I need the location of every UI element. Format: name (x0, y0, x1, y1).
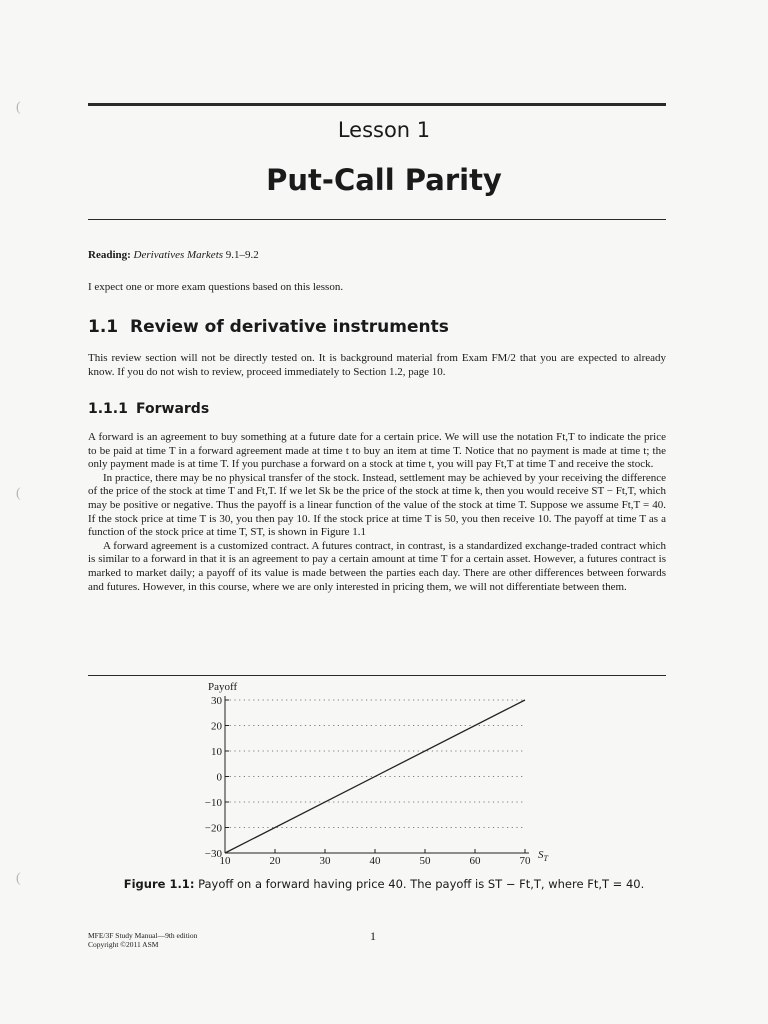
reading-source: Derivatives Markets (133, 249, 224, 261)
margin-mark: ( (16, 871, 21, 886)
page-number: 1 (370, 929, 376, 943)
reading-sections: 9.1–9.2 (225, 249, 259, 261)
figure-rule (88, 675, 666, 676)
y-tick-label: 10 (211, 746, 222, 758)
reading-label: Reading: (88, 249, 131, 261)
lesson-title: Put-Call Parity (266, 163, 502, 197)
footer-edition (88, 931, 197, 949)
paragraph: A forward is an agreement to buy something at a future date for a certain price. We will use the notation Ft,T to indicate the price to be paid at time T in a forward agreement made at time t to buy an item at time T. Notice that no payment is made at time t; the only payment made is at time T. If you purchase a forward on a stock at time t, you will pay Ft,T at time T and receive the stock. (88, 431, 666, 471)
x-tick-label: 40 (369, 855, 381, 867)
margin-mark: ( (16, 100, 21, 115)
section-heading-1-1-1 (88, 401, 209, 417)
payoff-chart (190, 680, 580, 870)
review-paragraph: This review section will not be directly tested on. It is background material from Exam FM/2 that you are expected to already know. If you do not wish to review, proceed immediately to Section 1.2, page 10. (88, 352, 666, 378)
y-tick-label: −20 (204, 822, 222, 835)
y-tick-label: 0 (216, 771, 222, 784)
lesson-label: Lesson 1 (337, 118, 431, 142)
subsection-number: 1.1.1 (88, 401, 128, 417)
section-number: 1.1 (88, 317, 119, 337)
reading-line (88, 249, 666, 263)
x-tick-label: 20 (269, 855, 281, 867)
section-title: Review of derivative instruments (130, 317, 449, 337)
y-tick-label: 20 (211, 720, 222, 733)
paragraph: In practice, there may be no physical transfer of the stock. Instead, settlement may be achieved by your receiving the difference of the price of the stock at time T and Ft,T. If we let Sk be the price of the stock at time k, then you would receive ST − Ft,T, which may be positive or negative. Thus the payoff is a linear function of the value of the stock at time T. Suppose we assume Ft,T = 40. If the stock price at time T is 30, you then pay 10. If the stock price at time T is 50, you then receive 10. The payoff at time T as a function of the stock price at time T, ST, is shown in Figure 1.1 (88, 471, 666, 539)
forwards-body (88, 431, 666, 594)
x-axis-label: $S_T$ (538, 849, 548, 863)
section-heading-1-1 (88, 317, 449, 337)
subsection-title: Forwards (136, 401, 210, 417)
x-tick-label: 30 (319, 855, 331, 867)
paragraph: A forward agreement is a customized contract. A futures contract, in contrast, is a standardized exchange-traded contract which is similar to a forward in that it is an agreement to pay a certain amount at time T for a certain asset. However, a futures contract is marked to market daily; a payoff of its value is made between the parties each day. There are other differences between forwards and futures. However, in this course, where we are only interested in pricing them, we will not differentiate between them. (88, 539, 666, 593)
top-rule-thick (88, 103, 666, 106)
caption-label: Figure 1.1: (123, 877, 195, 891)
caption-text: Payoff on a forward having price 40. The payoff is ST − Ft,T, where Ft,T = 40. (198, 877, 645, 891)
y-tick-label: −30 (204, 848, 222, 860)
footer-line: Copyright ©2011 ASM (88, 940, 159, 949)
footer-line: MFE/3F Study Manual—9th edition (88, 931, 198, 940)
x-tick-label: 70 (519, 855, 531, 867)
figure-caption (0, 877, 768, 891)
intro-text: I expect one or more exam questions based on this lesson. (88, 281, 344, 293)
y-tick-label: −10 (204, 797, 222, 809)
margin-mark: ( (16, 486, 21, 501)
y-axis-label: Payoff (208, 681, 238, 693)
y-tick-label: 30 (211, 695, 222, 707)
title-rule (88, 219, 666, 220)
x-tick-label: 10 (219, 855, 231, 867)
x-tick-label: 60 (469, 855, 481, 867)
x-tick-label: 50 (419, 855, 431, 867)
